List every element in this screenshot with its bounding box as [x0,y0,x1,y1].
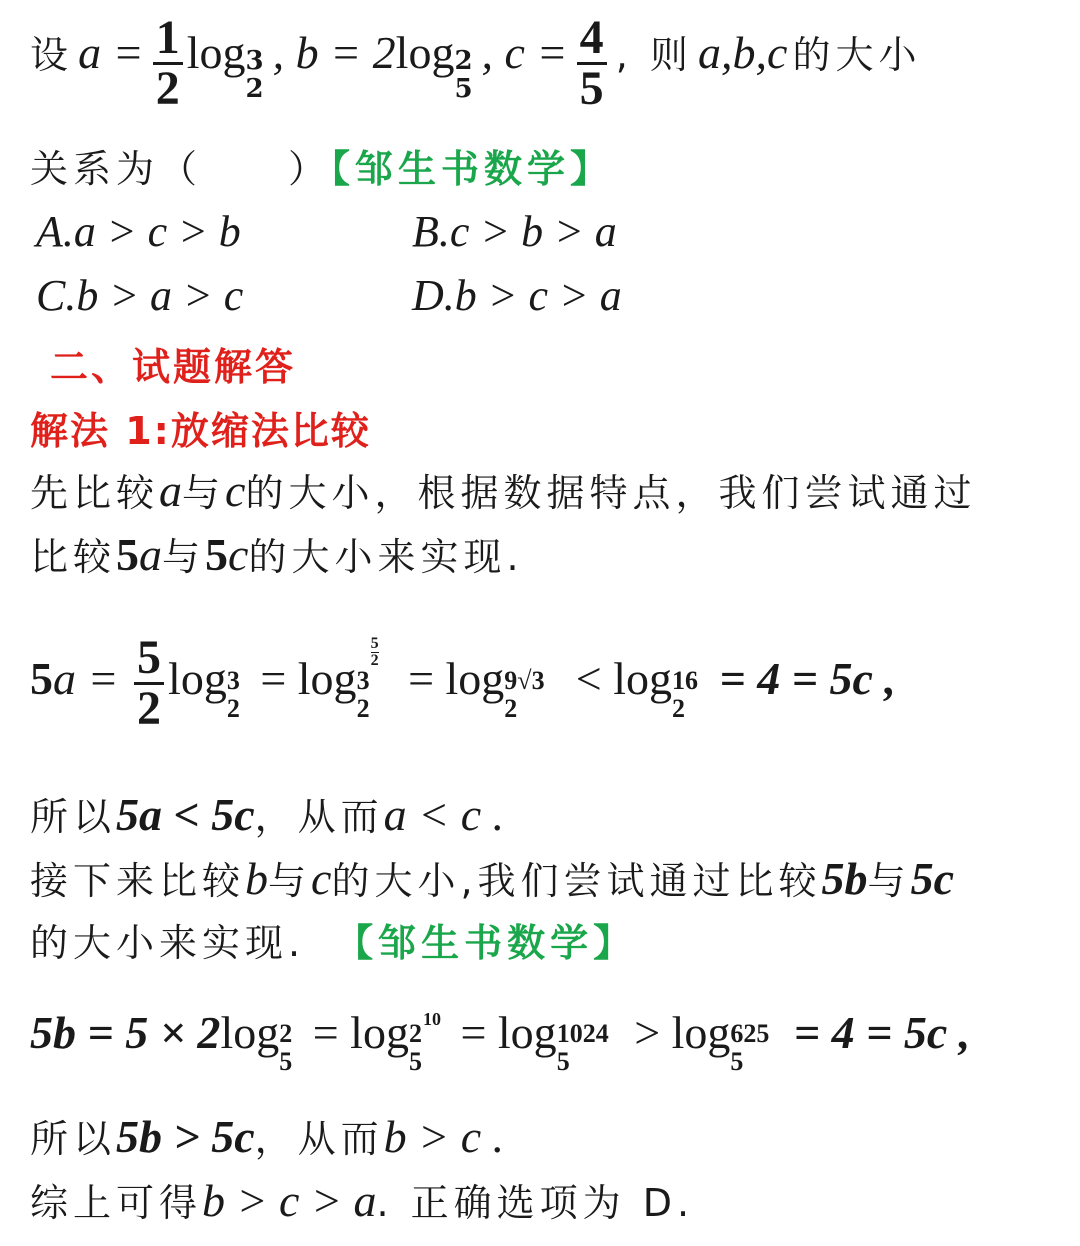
b-log-base: 5 [454,73,473,104]
para1-l1a: 先比较 [30,471,160,515]
eq1-arg2-exp-num: 5 [370,634,379,652]
para2-l1a: 接下来比较 [30,859,246,903]
section-title: 二、试题解答 [50,345,297,389]
para2-l1g: 与 [867,859,911,903]
conclusion-2 [30,1108,504,1163]
para2-var-c: c [311,853,332,904]
concl2-b: ，从而 [254,1117,384,1161]
para1-var-c: c [225,465,246,516]
a-log-scripts [245,40,268,104]
question-suffix-pre: , 则 [615,33,693,77]
eq2-log3: log [497,1007,557,1058]
para1-l1c: 的大小，根据数据特点，我们尝试通过 [245,471,977,515]
option-c: C.b > a > c [36,271,244,320]
eq2-log4-scripts [730,1013,782,1077]
para1-var-a: a [159,465,183,516]
eq2-arg2-exp: 10 [422,1009,441,1030]
a-fraction [153,11,183,115]
eq1-log3-scripts [504,660,564,723]
eq1-arg2 [356,634,379,696]
eq2-log1-scripts [279,1013,301,1077]
para2-5b: 5b [821,853,868,904]
eq2-arg3: 1024 [556,1019,609,1049]
eq1-lhs: 5a = [30,653,119,705]
eq1-arg2-base: 3 [356,665,370,695]
eq2-base3: 5 [556,1047,570,1077]
concl1-a: 所以 [30,795,117,839]
b-log-scripts [454,40,476,104]
para2-line2 [30,912,636,967]
eq1-base3: 2 [504,693,518,723]
eq1-log1-scripts [226,660,249,723]
eq2-log2-scripts [408,1009,449,1077]
a-log: log [186,27,246,78]
a-lhs: a = [78,27,144,78]
eq1-base1: 2 [226,693,240,723]
b-log-arg: 2 [454,45,473,76]
concl2-a: 所以 [30,1117,117,1161]
eq1-arg4: 16 [672,665,699,695]
author-tag-2: 【邹生书数学】 [335,921,637,965]
c-fraction [577,11,607,115]
b-lhs: , b = 2 [272,27,396,78]
eq2-lhs: 5b = 5 × 2 [30,1007,221,1058]
para1-l2c: 的大小来实现. [248,535,524,579]
method-title: 解法 1:放缩法比较 [30,409,371,453]
eq2-arg1: 2 [279,1019,293,1049]
para1-5c: 5c [205,529,249,580]
a-frac-den: 2 [155,62,180,115]
eq2-log1: log [220,1007,280,1058]
para1-5c-var: c [228,529,249,580]
eq2-base1: 5 [279,1047,293,1077]
option-b: B.c > b > a [412,207,617,256]
c-frac-den: 5 [579,62,604,115]
concl1-res: a < c . [383,789,505,840]
final-answer [30,1172,694,1227]
eq2-arg2 [408,1009,441,1049]
concl1-b: ，从而 [254,795,384,839]
para1-line2 [30,526,524,581]
option-d: D.b > c > a [412,271,622,320]
eq1-log1: log [168,653,227,705]
b-log: log [395,27,455,78]
eq1-log4-scripts [672,660,708,723]
question-line2-text: 关系为（ ） [30,147,332,191]
eq2-log2: log [350,1007,409,1058]
eq2-gt: > [634,1007,661,1058]
concl2-ineq: 5b > 5c [116,1111,255,1162]
c-lhs: , c = [481,27,568,78]
para1-l1b: 与 [182,471,226,515]
para2-l1e: 的大小,我们尝试通过比较 [331,859,822,903]
eq2-arg4: 625 [730,1019,770,1049]
eq2-log4: log [671,1007,731,1058]
eq2-eq2: = [460,1007,487,1058]
eq1-fraction [134,631,164,735]
equation-1 [30,631,896,735]
para1-5a-var: a [139,529,163,580]
eq1-arg1: 3 [226,665,240,695]
a-log-arg: 3 [245,45,264,76]
eq1-eq2: = [408,653,435,705]
eq1-arg2-exp-den: 2 [370,651,379,669]
para2-line1 [30,850,954,905]
eq2-rhs: = 4 = 5c , [793,1007,971,1058]
a-log-base: 2 [245,73,264,104]
eq2-base4: 5 [730,1047,744,1077]
para1-l2b: 与 [162,535,206,579]
conclusion-1 [30,786,504,841]
eq1-eq1: = [260,653,287,705]
final-ineq: b > c > a [202,1175,377,1226]
author-tag: 【邹生书数学】 [331,147,614,191]
question-vars: a,b,c [697,27,788,78]
question-prefix: 设 [30,33,74,77]
para1-l2a: 比较 [30,535,117,579]
para2-l1c: 与 [268,859,312,903]
eq1-log4: log [613,653,673,705]
para1-line1 [30,462,976,517]
eq1-base2: 2 [356,693,370,723]
final-b: . 正确选项为 D. [376,1181,695,1225]
eq1-arg3: 9√3 [504,665,545,695]
eq1-rhs: = 4 = 5c , [719,653,896,705]
eq1-log2: log [297,653,357,705]
eq2-log3-scripts [556,1013,623,1077]
final-a: 综上可得 [30,1181,203,1225]
para2-5c: 5c [910,853,954,904]
para2-var-b: b [245,853,269,904]
question-line-1 [30,11,922,115]
eq2-eq1: = [312,1007,339,1058]
a-frac-num: 1 [153,14,183,65]
c-frac-num: 4 [577,14,607,65]
para2-l2: 的大小来实现. [30,921,306,965]
concl2-res: b > c . [383,1111,505,1162]
question-suffix-post: 的大小 [792,33,922,77]
eq1-lt: < [575,653,602,705]
eq1-frac-num: 5 [134,634,164,685]
eq1-arg2-exp [371,636,379,669]
eq1-frac-den: 2 [137,682,162,735]
question-line-2 [30,138,613,193]
eq2-base2: 5 [408,1047,422,1077]
option-a: A.a > c > b [36,207,241,256]
eq1-log3: log [445,653,505,705]
concl1-ineq: 5a < 5c [116,789,255,840]
para1-5a: 5a [116,529,163,580]
equation-2 [30,1006,971,1077]
eq1-log2-scripts [356,634,397,723]
eq1-base4: 2 [672,693,686,723]
eq2-arg2-base: 2 [408,1019,422,1049]
